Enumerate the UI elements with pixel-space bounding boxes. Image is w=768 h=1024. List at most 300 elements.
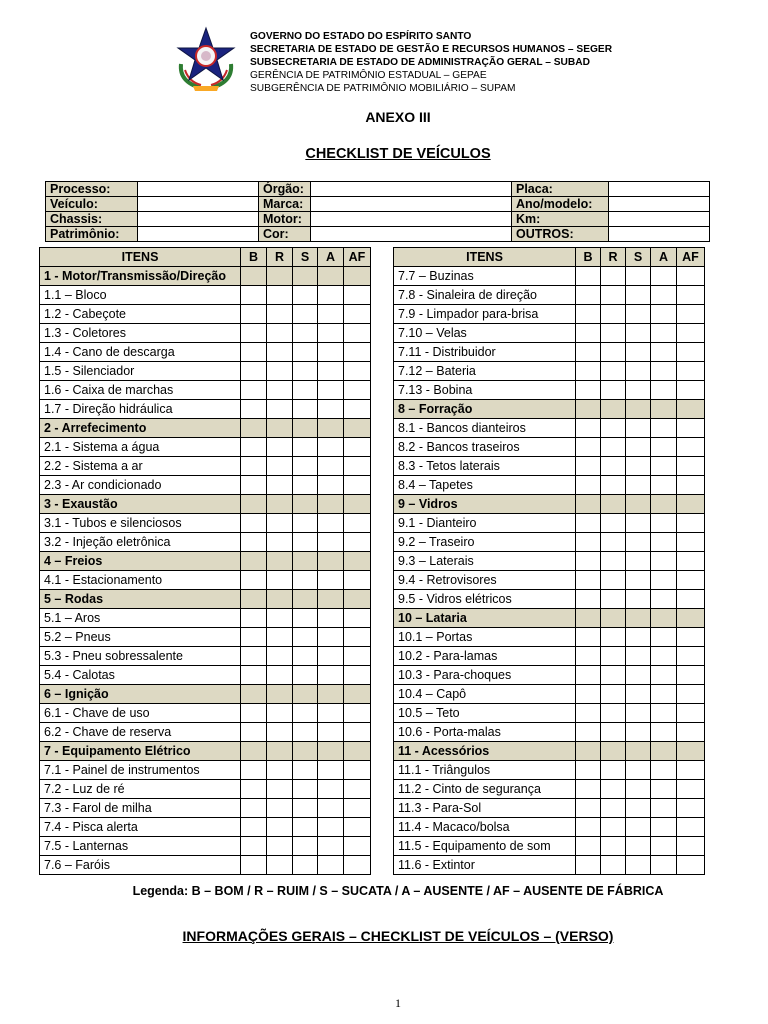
rating-cell-af[interactable] [677,799,705,818]
rating-cell-s[interactable] [626,799,651,818]
rating-cell-af[interactable] [344,704,371,723]
rating-cell-b[interactable] [576,799,601,818]
rating-cell-b[interactable] [241,457,267,476]
rating-cell-r[interactable] [267,837,293,856]
rating-cell-b[interactable] [576,723,601,742]
info-field-value[interactable] [311,212,512,227]
rating-cell-b[interactable] [576,628,601,647]
rating-cell-a[interactable] [318,628,344,647]
checklist-table-left [39,247,371,875]
rating-cell-s[interactable] [293,780,318,799]
rating-cell-a[interactable] [651,780,677,799]
rating-cell-r[interactable] [601,666,626,685]
rating-cell-b[interactable] [576,552,601,571]
checklist-item-row [40,571,371,590]
rating-cell-b[interactable] [241,381,267,400]
rating-cell-af[interactable] [677,419,705,438]
rating-cell-r[interactable] [267,381,293,400]
rating-cell-af[interactable] [344,856,371,875]
rating-cell-a[interactable] [651,476,677,495]
rating-cell-a[interactable] [318,799,344,818]
rating-cell-r[interactable] [601,856,626,875]
rating-cell-b[interactable] [576,647,601,666]
rating-cell-r[interactable] [267,514,293,533]
rating-cell-b[interactable] [576,305,601,324]
rating-cell-r[interactable] [601,305,626,324]
rating-cell-r[interactable] [267,647,293,666]
rating-cell-af[interactable] [677,761,705,780]
rating-cell-b[interactable] [576,267,601,286]
rating-cell-a[interactable] [651,286,677,305]
rating-cell-r[interactable] [601,362,626,381]
rating-cell-af[interactable] [677,362,705,381]
rating-cell-a[interactable] [318,609,344,628]
item-label: 10.3 - Para-choques [394,666,576,685]
rating-cell-a[interactable] [318,723,344,742]
rating-cell-af[interactable] [344,343,371,362]
rating-cell-b[interactable] [241,476,267,495]
item-label: 8.4 – Tapetes [394,476,576,495]
rating-cell-a[interactable] [651,267,677,286]
info-field-value[interactable] [138,197,259,212]
rating-cell-s[interactable] [293,761,318,780]
rating-cell-b[interactable] [241,514,267,533]
rating-cell-af[interactable] [677,438,705,457]
item-label: 9.4 - Retrovisores [394,571,576,590]
rating-cell-a[interactable] [651,362,677,381]
rating-cell-r[interactable] [601,381,626,400]
rating-cell-b[interactable] [576,856,601,875]
rating-cell-af[interactable] [677,533,705,552]
rating-cell-a[interactable] [318,647,344,666]
rating-cell-s[interactable] [626,666,651,685]
rating-cell-af[interactable] [677,381,705,400]
rating-cell-a[interactable] [318,343,344,362]
rating-cell-a[interactable] [318,286,344,305]
column-header-r: R [267,248,293,267]
rating-cell-a[interactable] [318,305,344,324]
rating-cell-af[interactable] [677,305,705,324]
rating-cell-r[interactable] [267,343,293,362]
rating-cell-af[interactable] [344,457,371,476]
checklist-section-row [394,495,705,514]
rating-cell-b[interactable] [241,799,267,818]
rating-cell-b[interactable] [576,837,601,856]
rating-cell-r[interactable] [601,685,626,704]
rating-cell-s[interactable] [626,780,651,799]
rating-cell-b[interactable] [241,704,267,723]
rating-cell-s[interactable] [626,704,651,723]
rating-cell-b[interactable] [241,438,267,457]
rating-cell-af[interactable] [677,704,705,723]
rating-cell-r[interactable] [601,343,626,362]
rating-cell-r[interactable] [267,628,293,647]
rating-cell-af[interactable] [677,723,705,742]
rating-cell-s[interactable] [293,457,318,476]
rating-cell-s[interactable] [626,419,651,438]
rating-cell-s[interactable] [293,799,318,818]
rating-cell-b[interactable] [241,856,267,875]
rating-cell-af[interactable] [677,685,705,704]
rating-cell-af[interactable] [677,666,705,685]
info-field-label: Órgão: [259,182,311,197]
rating-cell-s[interactable] [626,761,651,780]
rating-cell-r [267,685,293,704]
rating-cell-a[interactable] [651,723,677,742]
rating-cell-r[interactable] [267,571,293,590]
rating-cell-r[interactable] [601,514,626,533]
rating-cell-b[interactable] [241,571,267,590]
rating-cell-a[interactable] [318,514,344,533]
checklist-item-row [40,761,371,780]
item-label: 8.3 - Tetos laterais [394,457,576,476]
rating-cell-a[interactable] [318,818,344,837]
rating-cell-s[interactable] [626,723,651,742]
checklist-item-row [40,514,371,533]
rating-cell-a[interactable] [651,704,677,723]
rating-cell-b[interactable] [241,628,267,647]
rating-cell-b[interactable] [576,761,601,780]
rating-cell-r[interactable] [267,362,293,381]
rating-cell-b[interactable] [241,761,267,780]
rating-cell-s[interactable] [293,837,318,856]
rating-cell-af[interactable] [344,438,371,457]
rating-cell-s[interactable] [293,571,318,590]
rating-cell-b[interactable] [576,457,601,476]
rating-cell-a[interactable] [651,837,677,856]
rating-cell-a[interactable] [651,685,677,704]
rating-cell-a[interactable] [651,571,677,590]
rating-cell-af[interactable] [344,400,371,419]
rating-cell-a[interactable] [318,704,344,723]
rating-cell-b[interactable] [241,362,267,381]
header-line-gerencia: GERÊNCIA DE PATRIMÔNIO ESTADUAL – GEPAE [250,70,487,81]
rating-cell-s[interactable] [626,571,651,590]
rating-cell-s[interactable] [293,533,318,552]
rating-cell-a[interactable] [318,780,344,799]
rating-cell-af[interactable] [344,381,371,400]
item-label: 10.2 - Para-lamas [394,647,576,666]
rating-cell-af[interactable] [344,780,371,799]
rating-cell-b[interactable] [241,780,267,799]
rating-cell-af[interactable] [344,324,371,343]
rating-cell-s[interactable] [293,704,318,723]
rating-cell-s[interactable] [293,628,318,647]
rating-cell-af[interactable] [677,780,705,799]
rating-cell-af[interactable] [344,533,371,552]
item-label: 10.5 – Teto [394,704,576,723]
rating-cell-s[interactable] [293,381,318,400]
rating-cell-b[interactable] [241,343,267,362]
rating-cell-af[interactable] [677,476,705,495]
rating-cell-b[interactable] [576,514,601,533]
rating-cell-r[interactable] [601,628,626,647]
rating-cell-af [677,400,705,419]
rating-cell-af[interactable] [677,343,705,362]
item-label: 7.4 - Pisca alerta [40,818,241,837]
rating-cell-r[interactable] [267,457,293,476]
rating-cell-b[interactable] [576,324,601,343]
rating-cell-af[interactable] [344,799,371,818]
rating-cell-a[interactable] [318,476,344,495]
rating-cell-a[interactable] [651,818,677,837]
rating-cell-s[interactable] [293,362,318,381]
rating-cell-b[interactable] [576,685,601,704]
rating-cell-s[interactable] [626,533,651,552]
rating-cell-af[interactable] [677,457,705,476]
rating-cell-a[interactable] [651,533,677,552]
rating-cell-a[interactable] [651,628,677,647]
rating-cell-a[interactable] [318,381,344,400]
rating-cell-r[interactable] [601,286,626,305]
rating-cell-a[interactable] [651,514,677,533]
rating-cell-r[interactable] [267,761,293,780]
info-field-value[interactable] [311,227,512,242]
rating-cell-s[interactable] [293,609,318,628]
rating-cell-b[interactable] [241,647,267,666]
rating-cell-a[interactable] [651,552,677,571]
rating-cell-r[interactable] [601,571,626,590]
rating-cell-b[interactable] [576,343,601,362]
rating-cell-r[interactable] [267,305,293,324]
info-field-value[interactable] [311,182,512,197]
rating-cell-r[interactable] [601,590,626,609]
rating-cell-b[interactable] [576,704,601,723]
rating-cell-r[interactable] [267,856,293,875]
rating-cell-s[interactable] [626,457,651,476]
rating-cell-s[interactable] [626,267,651,286]
info-field-value[interactable] [138,182,259,197]
info-field-value[interactable] [311,197,512,212]
rating-cell-r[interactable] [601,419,626,438]
rating-cell-r[interactable] [601,837,626,856]
info-field-value[interactable] [609,227,710,242]
rating-cell-b[interactable] [241,818,267,837]
rating-cell-s[interactable] [293,856,318,875]
rating-cell-r [601,609,626,628]
rating-cell-b[interactable] [576,780,601,799]
rating-cell-r[interactable] [267,723,293,742]
rating-cell-af[interactable] [344,818,371,837]
rating-cell-s[interactable] [626,286,651,305]
rating-cell-af[interactable] [677,647,705,666]
rating-cell-af[interactable] [344,476,371,495]
rating-cell-r[interactable] [267,286,293,305]
rating-cell-af[interactable] [344,609,371,628]
rating-cell-s[interactable] [293,305,318,324]
item-label: 2.3 - Ar condicionado [40,476,241,495]
rating-cell-r[interactable] [267,438,293,457]
rating-cell-b[interactable] [576,666,601,685]
rating-cell-s [293,590,318,609]
rating-cell-af[interactable] [344,286,371,305]
rating-cell-s[interactable] [293,723,318,742]
rating-cell-b[interactable] [241,533,267,552]
rating-cell-af[interactable] [677,837,705,856]
rating-cell-r[interactable] [601,324,626,343]
rating-cell-b[interactable] [576,381,601,400]
rating-cell-a[interactable] [651,590,677,609]
rating-cell-s[interactable] [293,343,318,362]
rating-cell-s[interactable] [626,856,651,875]
rating-cell-r[interactable] [601,552,626,571]
rating-cell-s[interactable] [626,324,651,343]
rating-cell-af[interactable] [677,818,705,837]
rating-cell-r[interactable] [601,457,626,476]
rating-cell-af[interactable] [344,571,371,590]
rating-cell-af[interactable] [677,628,705,647]
rating-cell-af[interactable] [344,723,371,742]
rating-cell-a[interactable] [651,419,677,438]
rating-cell-s[interactable] [626,837,651,856]
rating-cell-r[interactable] [601,780,626,799]
rating-cell-a[interactable] [651,457,677,476]
rating-cell-af[interactable] [344,647,371,666]
rating-cell-a[interactable] [318,457,344,476]
rating-cell-b[interactable] [576,571,601,590]
rating-cell-b[interactable] [576,286,601,305]
checklist-item-row [394,552,705,571]
rating-cell-b[interactable] [241,837,267,856]
rating-cell-s[interactable] [293,818,318,837]
rating-cell-s[interactable] [293,514,318,533]
rating-cell-r[interactable] [601,438,626,457]
rating-cell-s[interactable] [626,438,651,457]
rating-cell-b[interactable] [241,400,267,419]
rating-cell-af[interactable] [677,552,705,571]
rating-cell-r[interactable] [601,799,626,818]
rating-cell-r[interactable] [601,267,626,286]
rating-cell-af[interactable] [344,514,371,533]
rating-cell-r[interactable] [267,476,293,495]
rating-cell-b[interactable] [576,476,601,495]
rating-cell-s[interactable] [293,286,318,305]
rating-cell-af[interactable] [677,514,705,533]
rating-cell-a[interactable] [651,799,677,818]
rating-cell-b[interactable] [576,533,601,552]
rating-cell-af[interactable] [344,837,371,856]
rating-cell-a[interactable] [318,400,344,419]
rating-cell-af[interactable] [677,267,705,286]
rating-cell-a[interactable] [651,856,677,875]
rating-cell-r[interactable] [267,818,293,837]
rating-cell-r[interactable] [601,761,626,780]
rating-cell-a[interactable] [651,324,677,343]
rating-cell-af[interactable] [677,571,705,590]
rating-cell-r[interactable] [267,324,293,343]
info-field-value[interactable] [609,212,710,227]
rating-cell-a[interactable] [651,381,677,400]
rating-cell-s[interactable] [626,685,651,704]
rating-cell-r[interactable] [601,476,626,495]
info-field-value[interactable] [138,227,259,242]
rating-cell-af[interactable] [344,628,371,647]
rating-cell-a[interactable] [651,305,677,324]
rating-cell-b[interactable] [241,305,267,324]
rating-cell-b[interactable] [576,362,601,381]
rating-cell-a[interactable] [318,362,344,381]
rating-cell-af[interactable] [344,305,371,324]
rating-cell-a[interactable] [651,647,677,666]
rating-cell-s[interactable] [293,476,318,495]
rating-cell-a[interactable] [318,856,344,875]
rating-cell-s[interactable] [626,628,651,647]
rating-cell-s[interactable] [626,476,651,495]
rating-cell-s[interactable] [293,400,318,419]
rating-cell-r[interactable] [601,818,626,837]
rating-cell-s[interactable] [293,647,318,666]
rating-cell-a[interactable] [318,324,344,343]
rating-cell-r[interactable] [601,647,626,666]
rating-cell-s[interactable] [626,362,651,381]
checklist-body-left [40,267,371,875]
rating-cell-r[interactable] [601,533,626,552]
rating-cell-s[interactable] [626,818,651,837]
column-header-a: A [318,248,344,267]
rating-cell-af[interactable] [677,324,705,343]
rating-cell-af[interactable] [677,590,705,609]
rating-cell-a[interactable] [651,761,677,780]
rating-cell-s[interactable] [626,305,651,324]
rating-cell-af[interactable] [344,362,371,381]
rating-cell-r[interactable] [267,780,293,799]
rating-cell-b[interactable] [576,438,601,457]
rating-cell-a[interactable] [318,666,344,685]
rating-cell-b[interactable] [576,818,601,837]
rating-cell-af[interactable] [344,666,371,685]
rating-cell-s[interactable] [293,324,318,343]
rating-cell-b[interactable] [576,419,601,438]
rating-cell-s[interactable] [626,552,651,571]
rating-cell-a[interactable] [651,343,677,362]
rating-cell-r[interactable] [267,799,293,818]
rating-cell-a[interactable] [318,438,344,457]
rating-cell-a[interactable] [318,837,344,856]
rating-cell-b[interactable] [241,666,267,685]
rating-cell-b[interactable] [241,723,267,742]
rating-cell-a[interactable] [651,438,677,457]
info-field-value[interactable] [609,197,710,212]
rating-cell-af[interactable] [344,761,371,780]
rating-cell-s[interactable] [293,666,318,685]
rating-cell-s[interactable] [626,590,651,609]
info-field-value[interactable] [138,212,259,227]
rating-cell-s[interactable] [626,343,651,362]
rating-cell-s[interactable] [626,514,651,533]
rating-cell-r[interactable] [267,533,293,552]
info-field-value[interactable] [609,182,710,197]
rating-cell-af[interactable] [677,286,705,305]
rating-cell-b[interactable] [241,324,267,343]
rating-cell-r[interactable] [267,704,293,723]
rating-cell-a[interactable] [651,666,677,685]
rating-cell-s[interactable] [293,438,318,457]
rating-cell-b[interactable] [241,609,267,628]
rating-cell-af[interactable] [677,856,705,875]
rating-cell-a[interactable] [318,761,344,780]
rating-cell-r[interactable] [267,666,293,685]
rating-cell-b[interactable] [241,286,267,305]
rating-cell-a[interactable] [318,533,344,552]
rating-cell-s[interactable] [626,647,651,666]
rating-cell-b[interactable] [576,590,601,609]
rating-cell-r[interactable] [601,723,626,742]
rating-cell-s[interactable] [626,381,651,400]
rating-cell-r[interactable] [267,400,293,419]
rating-cell-a[interactable] [318,571,344,590]
rating-cell-r[interactable] [267,609,293,628]
rating-cell-r[interactable] [601,704,626,723]
